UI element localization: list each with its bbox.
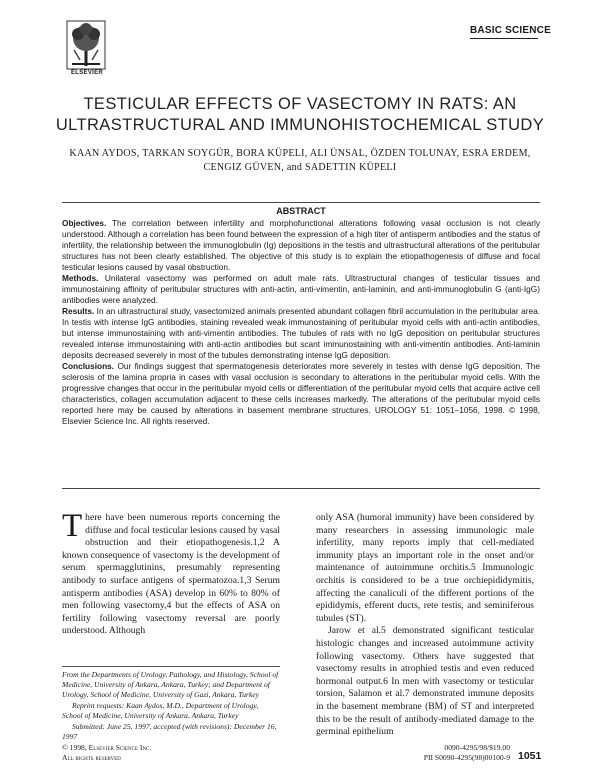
footnote-affiliation: From the Departments of Urology, Pathology, and Histology, School of Medicine, University of Ankara, Ankara, Turkey; and Department of Urology, School of Medicine, University of Gazi, Ankara, Turkey xyxy=(62,670,279,699)
citation-journal: UROLOGY xyxy=(374,405,417,415)
author-list xyxy=(40,147,560,175)
methods-label: Methods. xyxy=(62,273,99,283)
results-label: Results. xyxy=(62,306,95,316)
footnote-reprints: Reprint requests: Kaan Aydos, M.D., Department of Urology, School of Medicine, University of Ankara, Ankara, Turkey xyxy=(62,701,259,720)
abstract-heading: ABSTRACT xyxy=(276,206,326,216)
objectives-text: The correlation between infertility and morphofunctional alterations following vasal occlusion is not clearly understood. Although a correlation has been found between the expression of a high titer of antisperm antibodies and the status of infertility, the relationship between the immunoglobulin (Ig) depositions in the testis and ultrastructural alterations of the peritubular structures has not been clearly established. The objective of this study is to explain the etiopathogenesis of diffuse and focal testicular lesions caused by vasal obstruction. xyxy=(62,218,541,272)
methods-text: Unilateral vasectomy was performed on adult male rats. Ultrastructural changes of testicular tissues and immunostaining affinity of peritubular structures with anti-actin, anti-vimentin, anti-laminin, and anti-immunoglobulin G (anti-IgG) antibodies were analyzed. xyxy=(62,273,540,305)
article-title: TESTICULAR EFFECTS OF VASECTOMY IN RATS: AN ULTRASTRUCTURAL AND IMMUNOHISTOCHEMICAL STUDY xyxy=(55,95,545,134)
body-column-right xyxy=(316,512,534,739)
body-column-left xyxy=(62,508,280,638)
copyright-line-2: All rights reserved xyxy=(62,753,121,762)
footnote-submitted: Submitted: June 25, 1997, accepted (with revisions): December 16, 1997 xyxy=(62,722,277,741)
page-number: 1051 xyxy=(518,750,542,762)
citation-rest: 51: 1051–1056, 1998. © 1998, Elsevier Science Inc. All rights reserved. xyxy=(62,405,540,426)
abstract-results xyxy=(62,306,540,361)
abstract-bottom-rule xyxy=(62,488,540,489)
section-label: BASIC SCIENCE xyxy=(470,25,551,36)
drop-cap: T xyxy=(62,508,83,544)
authors-line-2: CENGIZ GÜVEN, and SADETTIN KÜPELI xyxy=(203,162,397,173)
objectives-label: Objectives. xyxy=(62,218,107,228)
footnotes xyxy=(62,670,280,743)
abstract-objectives xyxy=(62,218,540,273)
issn: 0090-4295/98/$19.00 xyxy=(444,743,510,752)
conclusions-label: Conclusions. xyxy=(62,361,115,371)
abstract-top-rule xyxy=(62,202,540,203)
body-paragraph-1: here have been numerous reports concerning the diffuse and focal testicular lesions caused by vasal obstruction and their etiopathogenesis.1,2 A known consequence of vasectomy is the development of serum spermagglutinins, presumably representing antibody to surface antigens of spermatozoa.1,3 Serum antisperm antibodies (ASA) develop in 60% to 80% of men following vasectomy,4 but the effects of ASA on fertility following vasectomy reversal are poorly understood. Although xyxy=(62,512,280,637)
section-rule xyxy=(470,38,538,39)
results-text: In an ultrastructural study, vasectomized animals presented abundant collagen fibril accumulation in the peritubular area. In testis with intense IgG antibodies, staining revealed weak immunostaining of peritubular myoid cells with anti-actin antibodies, but intense immunostaining with anti-vimentin antibodies. The tubules of rats with no IgG deposition on peritubular structures revealed intense immunostaining with anti-actin antibodies but scant immunostaining with anti-vimentin antibodies. Anti-laminin deposits decreased severely in most of the tubules demonstrating intense IgG deposition. xyxy=(62,306,540,360)
body-paragraph-3: Jarow et al.5 demonstrated significant testicular histologic changes and increased autoimmune activity following vasectomy. Others have suggested that vasectomy results in atrophied testis and even reduced hormonal output.6 In men with vasectomy or testicular torsion, Salamon et al.7 demonstrated immune deposits in the basement membrane (BM) of ST and interpreted this to be the result of antibody-mediated damage to the germinal epithelium xyxy=(316,625,534,738)
publisher-name: ELSEVIER xyxy=(70,70,104,76)
footer-identifiers xyxy=(360,743,510,763)
footnote-rule xyxy=(62,666,280,667)
copyright-line-1: © 1998, Elsevier Science Inc. xyxy=(62,743,152,752)
pii: PII S0090-4295(98)00100-9 xyxy=(423,753,510,762)
authors-line-1: KAAN AYDOS, TARKAN SOYGÜR, BORA KÜPELI, ALI ÜNSAL, ÖZDEN TOLUNAY, ESRA ERDEM, xyxy=(69,148,531,159)
abstract-body xyxy=(62,218,540,427)
footer-copyright xyxy=(62,743,151,763)
elsevier-tree-logo-icon xyxy=(66,20,106,70)
conclusions-text: Our findings suggest that spermatogenesis deteriorates more severely in testes with dense IgG deposition. The sclerosis of the lamina propria in cases with vasal occlusion is secondary to alterations in the peritubular myoid cells. With the progressive changes that occur in the peritubular myoid cells or differentiation of the peritubular myoid cells that acquire active cell characteristics, collagen accumulation adjacent to these cells increases markedly. The alterations of the peritubular myoid cells reported here may be caused by alterations in basement membrane structures. xyxy=(62,361,541,415)
abstract-conclusions xyxy=(62,361,540,427)
body-paragraph-2: only ASA (humoral immunity) have been considered by many researchers in assessing immunologic male infertility, many reports imply that cell-mediated immunity plays an important role in the onset and/or maintenance of autoimmune orchitis.5 Immunologic orchitis is considered to be a true orchiepididymitis, affecting the canaliculi of the different portions of the epididymis, efferent ducts, rete testis, and seminiferous tubules (ST). xyxy=(316,512,534,624)
abstract-methods xyxy=(62,273,540,306)
